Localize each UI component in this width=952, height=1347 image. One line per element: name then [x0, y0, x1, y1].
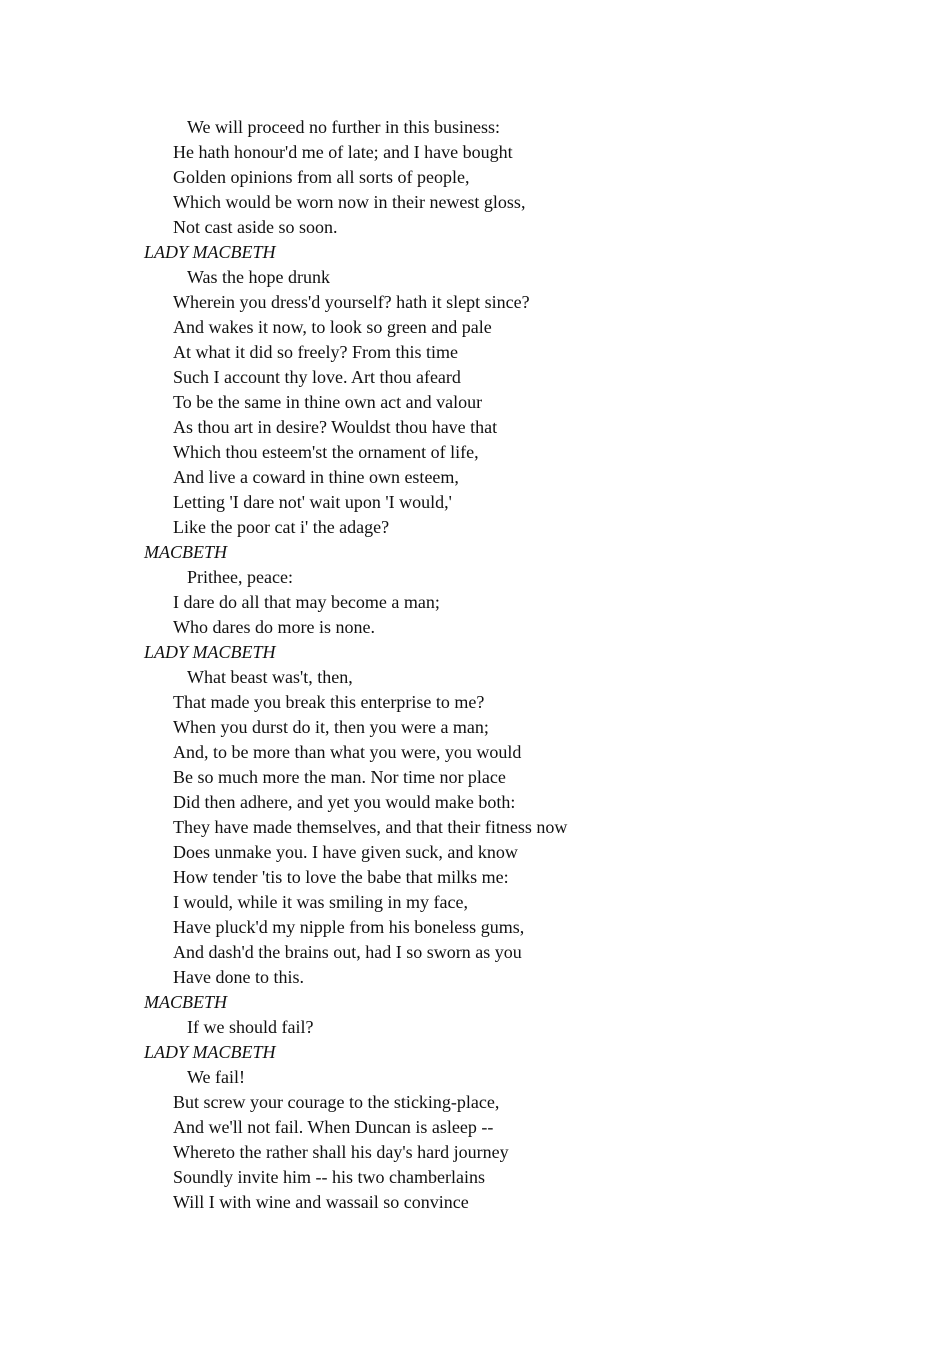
verse-line: Have done to this. [173, 967, 304, 987]
verse-line: They have made themselves, and that their fitness now [173, 817, 568, 837]
verse-line: And we'll not fail. When Duncan is asleep -- [173, 1117, 494, 1137]
verse-line: But screw your courage to the sticking-place, [173, 1092, 500, 1112]
verse-line: He hath honour'd me of late; and I have bought [173, 142, 513, 162]
verse-line: And dash'd the brains out, had I so sworn as you [173, 942, 522, 962]
speaker-name: MACBETH [144, 542, 227, 562]
verse-line: Soundly invite him -- his two chamberlains [173, 1167, 485, 1187]
verse-line: And, to be more than what you were, you would [173, 742, 522, 762]
verse-line: Who dares do more is none. [173, 617, 375, 637]
verse-line: Golden opinions from all sorts of people, [173, 167, 470, 187]
verse-line: Did then adhere, and yet you would make both: [173, 792, 516, 812]
verse-line: Prithee, peace: [187, 567, 293, 587]
verse-line: Will I with wine and wassail so convince [173, 1192, 469, 1212]
verse-line: And wakes it now, to look so green and pale [173, 317, 492, 337]
verse-line: That made you break this enterprise to me? [173, 692, 485, 712]
verse-line: Such I account thy love. Art thou afeard [173, 367, 461, 387]
verse-line: We will proceed no further in this business: [187, 117, 500, 137]
verse-line: Which would be worn now in their newest gloss, [173, 192, 526, 212]
verse-line: How tender 'tis to love the babe that milks me: [173, 867, 509, 887]
verse-line: Like the poor cat i' the adage? [173, 517, 390, 537]
speaker-name: LADY MACBETH [144, 1042, 276, 1062]
verse-line: When you durst do it, then you were a man; [173, 717, 489, 737]
verse-line: If we should fail? [187, 1017, 314, 1037]
verse-line: Was the hope drunk [187, 267, 331, 287]
verse-line: At what it did so freely? From this time [173, 342, 458, 362]
speaker-name: LADY MACBETH [144, 242, 276, 262]
verse-line: Be so much more the man. Nor time nor place [173, 767, 506, 787]
speaker-name: MACBETH [144, 992, 227, 1012]
verse-line: We fail! [187, 1067, 246, 1087]
verse-line: Letting 'I dare not' wait upon 'I would,' [173, 492, 452, 512]
verse-line: Which thou esteem'st the ornament of life, [173, 442, 479, 462]
play-text-page [0, 115, 952, 1215]
verse-line: Whereto the rather shall his day's hard journey [173, 1142, 509, 1162]
verse-line: To be the same in thine own act and valour [173, 392, 483, 412]
verse-line: I would, while it was smiling in my face, [173, 892, 468, 912]
verse-line: What beast was't, then, [187, 667, 353, 687]
verse-line: Have pluck'd my nipple from his boneless gums, [173, 917, 525, 937]
verse-line: I dare do all that may become a man; [173, 592, 440, 612]
speaker-name: LADY MACBETH [144, 642, 276, 662]
verse-line: Does unmake you. I have given suck, and know [173, 842, 518, 862]
verse-line: Not cast aside so soon. [173, 217, 338, 237]
verse-line: Wherein you dress'd yourself? hath it slept since? [173, 292, 530, 312]
verse-line: And live a coward in thine own esteem, [173, 467, 459, 487]
verse-line: As thou art in desire? Wouldst thou have that [173, 417, 498, 437]
